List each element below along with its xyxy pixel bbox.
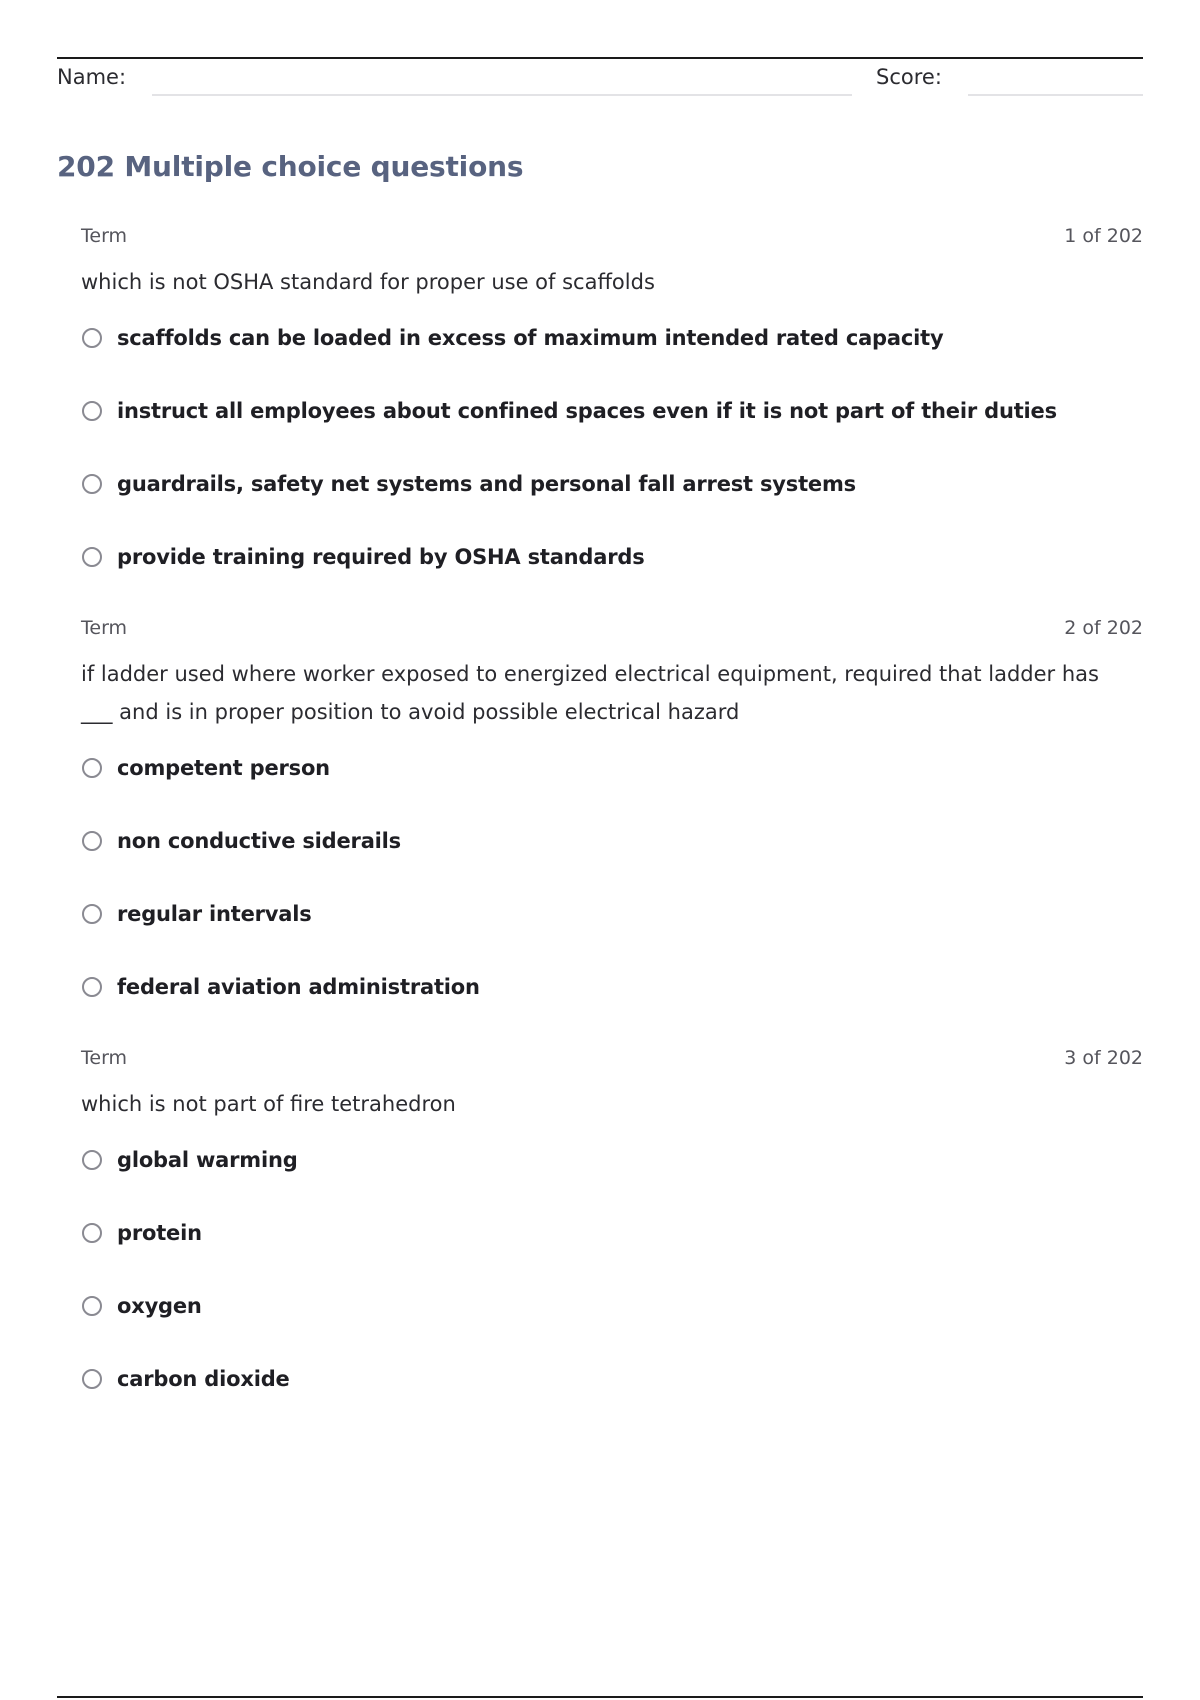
option-label: regular intervals xyxy=(117,902,312,926)
radio-button-icon[interactable] xyxy=(82,547,102,567)
name-label: Name: xyxy=(57,65,127,89)
radio-button-icon[interactable] xyxy=(82,401,102,421)
option-label: oxygen xyxy=(117,1294,202,1318)
page-title: 202 Multiple choice questions xyxy=(57,150,524,183)
option-label: global warming xyxy=(117,1148,298,1172)
option-label: federal aviation administration xyxy=(117,975,480,999)
option-label: guardrails, safety net systems and personal fall arrest systems xyxy=(117,472,856,496)
name-field[interactable] xyxy=(152,94,852,96)
answer-option[interactable] xyxy=(81,1141,1143,1179)
answer-option[interactable] xyxy=(81,749,1143,787)
answer-option[interactable] xyxy=(81,968,1143,1006)
question-kind: Term xyxy=(81,1047,128,1069)
radio-button-icon[interactable] xyxy=(82,831,102,851)
answer-option[interactable] xyxy=(81,392,1143,430)
question-header xyxy=(81,617,1143,645)
radio-button-icon[interactable] xyxy=(82,904,102,924)
answer-option[interactable] xyxy=(81,1214,1143,1252)
option-label: protein xyxy=(117,1221,202,1245)
top-rule xyxy=(57,57,1143,59)
answer-option[interactable] xyxy=(81,319,1143,357)
question-header xyxy=(81,225,1143,253)
radio-button-icon[interactable] xyxy=(82,474,102,494)
answer-option[interactable] xyxy=(81,1287,1143,1325)
question-kind: Term xyxy=(81,225,128,247)
radio-button-icon[interactable] xyxy=(82,758,102,778)
options-list xyxy=(81,1141,1143,1398)
option-label: non conductive siderails xyxy=(117,829,401,853)
question-2 xyxy=(81,617,1143,1041)
answer-option[interactable] xyxy=(81,1360,1143,1398)
question-prompt: which is not OSHA standard for proper use of scaffolds xyxy=(81,270,655,294)
question-prompt: which is not part of fire tetrahedron xyxy=(81,1092,456,1116)
question-header xyxy=(81,1047,1143,1075)
answer-option[interactable] xyxy=(81,538,1143,576)
option-label: scaffolds can be loaded in excess of maximum intended rated capacity xyxy=(117,326,944,350)
answer-option[interactable] xyxy=(81,822,1143,860)
radio-button-icon[interactable] xyxy=(82,1223,102,1243)
score-label: Score: xyxy=(876,65,942,89)
question-1 xyxy=(81,225,1143,611)
radio-button-icon[interactable] xyxy=(82,1150,102,1170)
question-3 xyxy=(81,1047,1143,1433)
option-label: competent person xyxy=(117,756,330,780)
question-prompt: if ladder used where worker exposed to energized electrical equipment, required that ladder has ___ and is in proper position to avoid possible electrical hazard xyxy=(81,662,1099,724)
option-label: instruct all employees about confined spaces even if it is not part of their duties xyxy=(117,399,1057,423)
question-counter: 2 of 202 xyxy=(1064,617,1143,639)
radio-button-icon[interactable] xyxy=(82,977,102,997)
option-label: carbon dioxide xyxy=(117,1367,290,1391)
radio-button-icon[interactable] xyxy=(82,1296,102,1316)
bottom-rule xyxy=(57,1696,1143,1698)
radio-button-icon[interactable] xyxy=(82,1369,102,1389)
answer-option[interactable] xyxy=(81,465,1143,503)
radio-button-icon[interactable] xyxy=(82,328,102,348)
question-kind: Term xyxy=(81,617,128,639)
question-counter: 3 of 202 xyxy=(1064,1047,1143,1069)
answer-option[interactable] xyxy=(81,895,1143,933)
score-field[interactable] xyxy=(968,94,1143,96)
options-list xyxy=(81,749,1143,1006)
option-label: provide training required by OSHA standards xyxy=(117,545,645,569)
question-counter: 1 of 202 xyxy=(1064,225,1143,247)
options-list xyxy=(81,319,1143,576)
